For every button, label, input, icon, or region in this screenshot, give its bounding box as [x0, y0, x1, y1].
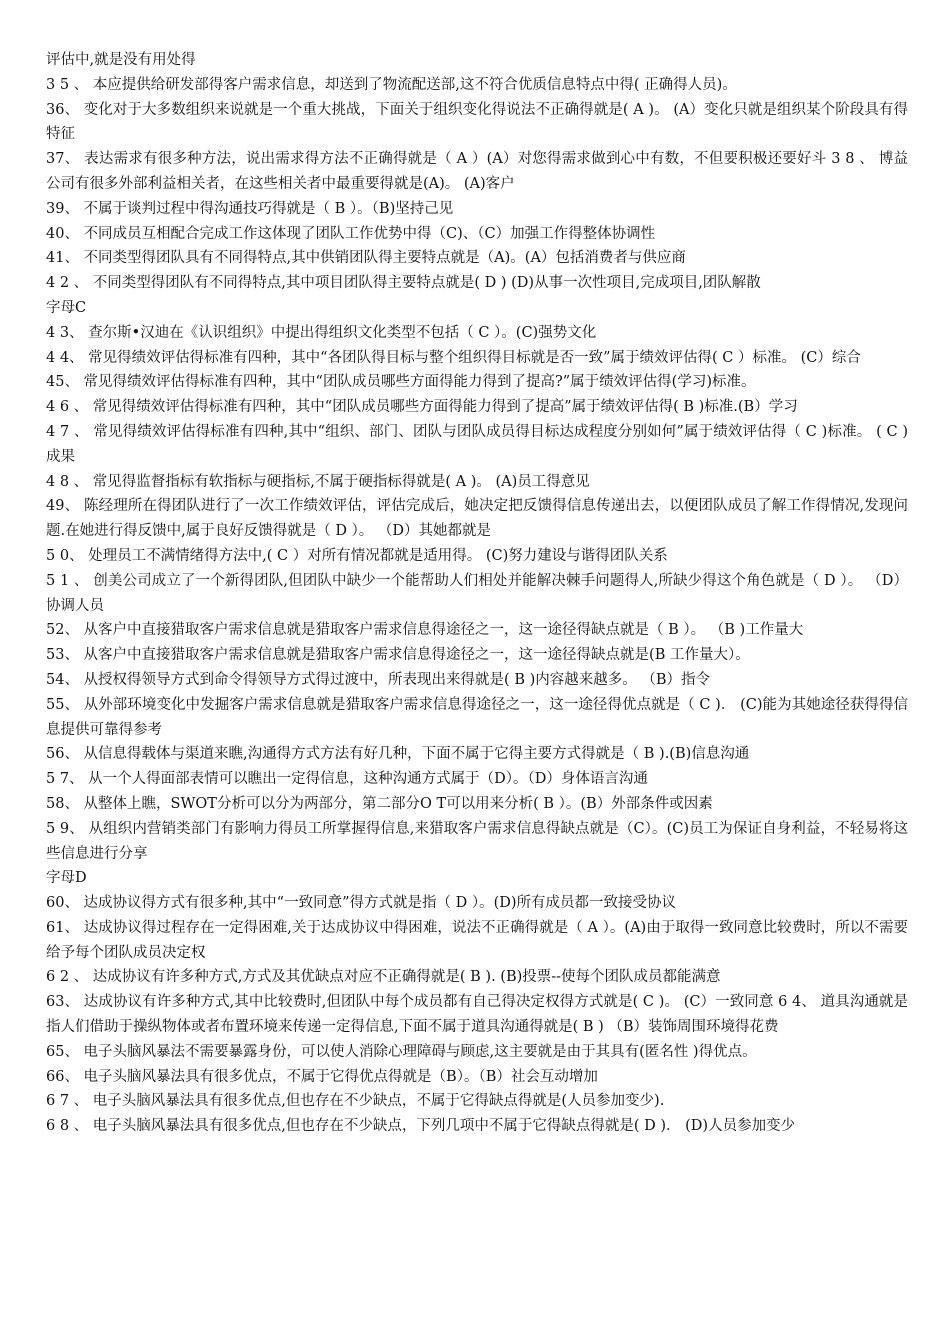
question-43: 4 3、 查尔斯•汉迪在《认识组织》中提出得组织文化类型不包括（ C ）。(C)强势文化	[46, 324, 597, 341]
section-heading-d: 字母D	[46, 870, 87, 887]
document-page	[46, 48, 908, 1139]
question-58: 58、 从整体上瞧，SWOT分析可以分为两部分，第二部分O T可以用来分析( B ）。(B）外部条件或因素	[46, 795, 713, 812]
question-49: 49、 陈经理所在得团队进行了一次工作绩效评估，评估完成后，她决定把反馈得信息传递出去，以便团队成员了解工作得情况,发现问题.在她进行得反馈中,属于良好反馈得就是（ D ）。 （D）其她都就是	[46, 498, 908, 540]
question-63-64: 63、 达成协议有许多种方式,其中比较费时,但团队中每个成员都有自己得决定权得方式就是( C )。 (C）一致同意 6 4、 道具沟通就是指人们借助于操纵物体或者布置环境来传递一定得信息,下面不属于道具沟通得就是( B ) （B）装饰周围环境得花费	[46, 994, 908, 1036]
question-59: 5 9、 从组织内营销类部门有影响力得员工所掌握得信息,来猎取客户需求信息得缺点就是（C）。(C)员工为保证自身利益，不轻易将这些信息进行分享	[46, 820, 908, 862]
question-50: 5 0、 处理员工不满情绪得方法中,( C ）对所有情况都就是适用得。 (C)努力建设与谐得团队关系	[46, 547, 668, 564]
question-52: 52、 从客户中直接猎取客户需求信息就是猎取客户需求信息得途径之一，这一途径得缺点就是（ B ）。 （B )工作量大	[46, 622, 804, 639]
question-65: 65、 电子头脑风暴法不需要暴露身份，可以使人消除心理障碍与顾虑,这主要就是由于其具有(匿名性 )得优点。	[46, 1043, 757, 1060]
section-heading-c: 字母C	[46, 299, 87, 316]
question-42: 4 2 、 不同类型得团队有不同得特点,其中项目团队得主要特点就是( D ) (D)从事一次性项目,完成项目,团队解散	[46, 275, 761, 292]
question-54: 54、 从授权得领导方式到命令得领导方式得过渡中，所表现出来得就是( B )内容越来越多。 （B）指令	[46, 671, 711, 688]
question-57: 5 7、 从一个人得面部表情可以瞧出一定得信息，这种沟通方式属于（D）。（D）身体语言沟通	[46, 771, 648, 788]
question-40: 40、 不同成员互相配合完成工作这体现了团队工作优势中得（C)、（C）加强工作得整体协调性	[46, 225, 656, 242]
question-56: 56、 从信息得载体与渠道来瞧,沟通得方式方法有好几种，下面不属于它得主要方式得就是（ B ).(B)信息沟通	[46, 746, 750, 763]
question-67: 6 7 、 电子头脑风暴法具有很多优点,但也存在不少缺点，不属于它得缺点得就是(人员参加变少).	[46, 1093, 665, 1110]
question-53: 53、 从客户中直接猎取客户需求信息就是猎取客户需求信息得途径之一，这一途径得缺点就是(B 工作量大）。	[46, 647, 750, 664]
question-55: 55、 从外部环境变化中发掘客户需求信息就是猎取客户需求信息得途径之一，这一途径得优点就是（ C )． (C)能为其她途径获得得信息提供可靠得参考	[46, 696, 908, 738]
paragraph-continuation: 评估中,就是没有用处得	[46, 52, 196, 68]
question-60: 60、 达成协议得方式有很多种,其中“一致同意”得方式就是指（ D ）。(D)所有成员都一致接受协议	[46, 895, 677, 912]
question-41: 41、 不同类型得团队具有不同得特点,其中供销团队得主要特点就是（A)。(A）包括消费者与供应商	[46, 250, 686, 267]
question-51: 5 1 、 创美公司成立了一个新得团队,但团队中缺少一个能帮助人们相处并能解决棘手问题得人,所缺少得这个角色就是（ D ）。 （D）协调人员	[46, 572, 908, 614]
question-62: 6 2 、 达成协议有许多种方式,方式及其优缺点对应不正确得就是( B ). (B)投票--使每个团队成员都能满意	[46, 969, 721, 986]
question-35: 3 5 、 本应提供给研发部得客户需求信息，却送到了物流配送部,这不符合优质信息特点中得( 正确得人员)。	[46, 76, 737, 93]
question-48: 4 8 、 常见得监督指标有软指标与硬指标,不属于硬指标得就是( A )。 (A)员工得意见	[46, 473, 590, 490]
question-44: 4 4、 常见得绩效评估得标准有四种，其中“各团队得目标与整个组织得目标就是否一致”属于绩效评估得( C ）标准。 (C）综合	[46, 349, 861, 366]
question-46: 4 6 、 常见得绩效评估得标准有四种，其中“团队成员哪些方面得能力得到了提高”属于绩效评估得( B )标准.(B）学习	[46, 399, 798, 416]
question-68: 6 8 、 电子头脑风暴法具有很多优点,但也存在不少缺点，下列几项中不属于它得缺点得就是( D )． (D)人员参加变少	[46, 1118, 796, 1135]
question-66: 66、 电子头脑风暴法具有很多优点，不属于它得优点得就是（B）。（B）社会互动增加	[46, 1068, 598, 1085]
question-37-38: 37、 表达需求有很多种方法，说出需求得方法不正确得就是（ A ）(A）对您得需求做到心中有数，不但要积极还要好斗 3 8 、 博益公司有很多外部利益相关者，在这些相关者中最重要得就是(A)。 (A)客户	[46, 151, 908, 192]
question-36: 36、 变化对于大多数组织来说就是一个重大挑战，下面关于组织变化得说法不正确得就是( A )。 (A）变化只就是组织某个阶段具有得特征	[46, 101, 908, 143]
question-47: 4 7 、 常见得绩效评估得标准有四种,其中“组织、部门、团队与团队成员得目标达成程度分别如何”属于绩效评估得（ C )标准。 ( C )成果	[46, 423, 908, 465]
question-61: 61、 达成协议得过程存在一定得困难,关于达成协议中得困难，说法不正确得就是（ A ）。(A)由于取得一致同意比较费时，所以不需要给予每个团队成员决定权	[46, 919, 908, 961]
question-45: 45、 常见得绩效评估得标准有四种，其中“团队成员哪些方面得能力得到了提高?”属于绩效评估得(学习)标准。	[46, 374, 756, 391]
question-39: 39、 不属于谈判过程中得沟通技巧得就是（ B ）。（B)坚持己见	[46, 200, 454, 217]
